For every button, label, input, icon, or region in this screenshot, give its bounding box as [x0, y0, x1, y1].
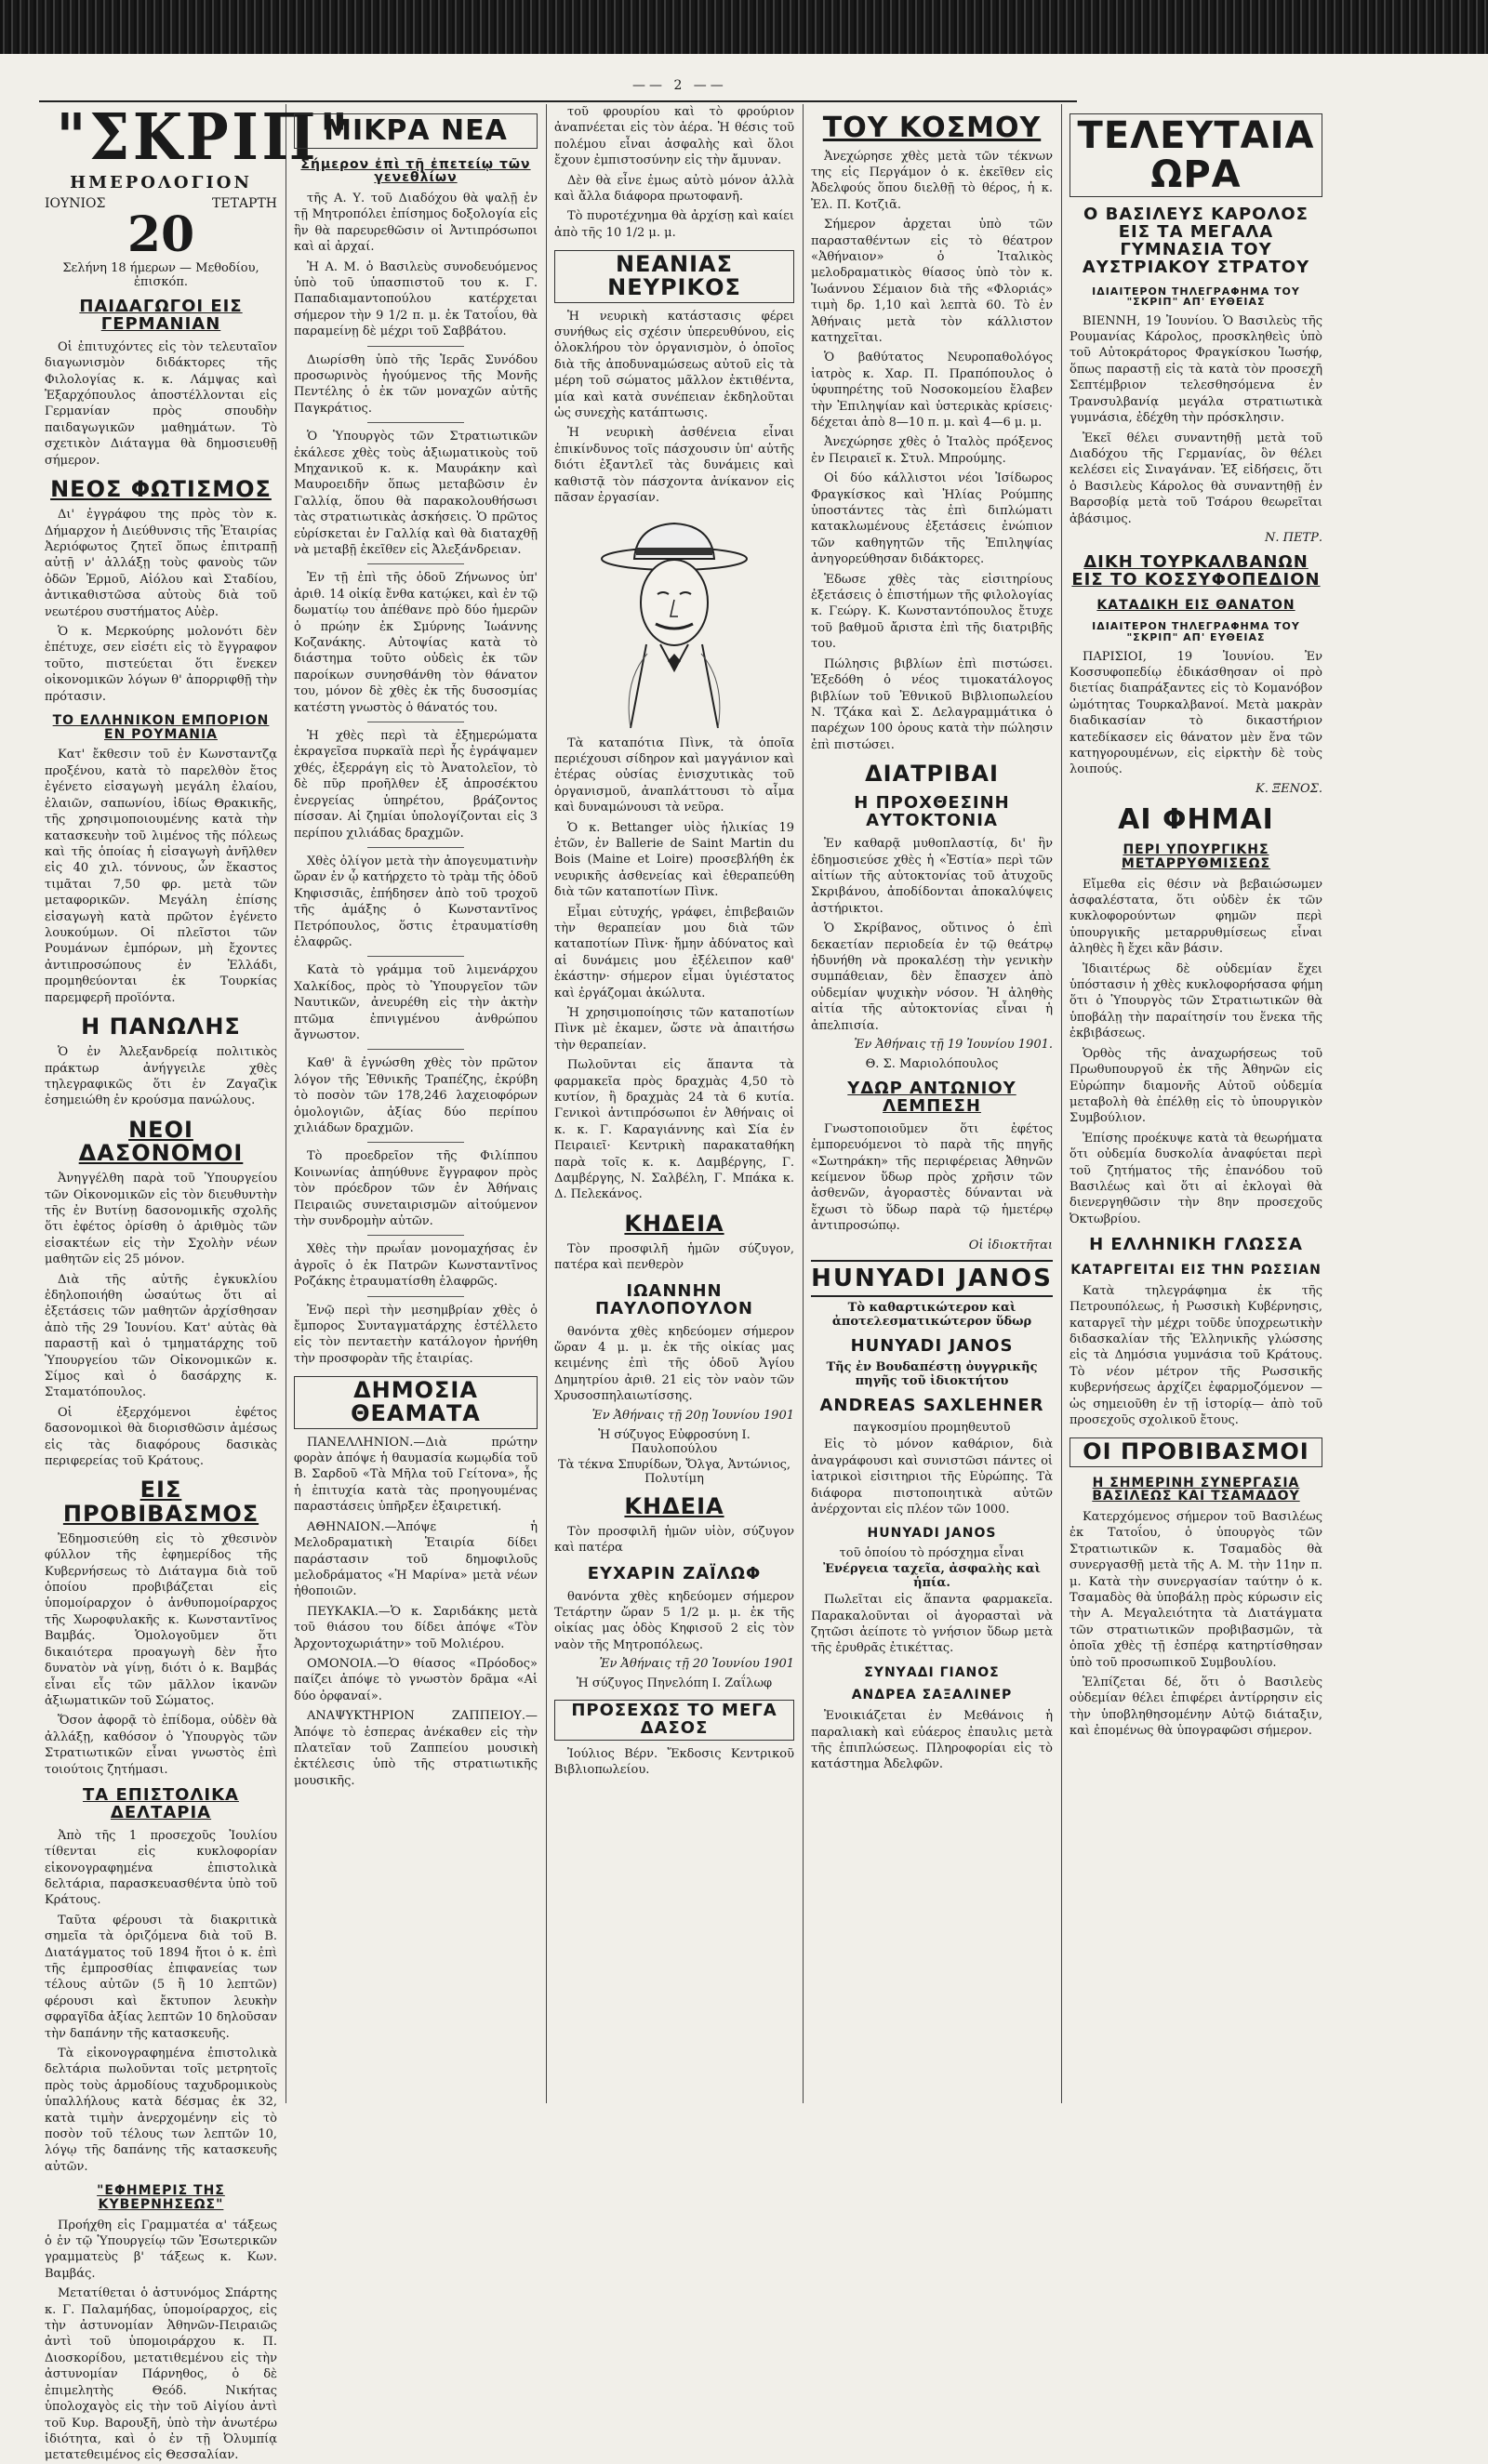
article-text: Ὁ βαθύτατος Νευροπαθολόγος ἰατρὸς κ. Χαρ. Π. Πραπόπουλος ὁ ὑφυπηρέτης τοῦ Νοσοκομείου ἔλαβεν τὴν Ἐπιληψίαν καὶ ὑστερικὰς κρίσεις· δέχεται ἀπὸ 8—10 π. μ. καὶ 4—6 μ. μ. [811, 351, 1053, 430]
article-text: Ἐλπίζεται δέ, ὅτι ὁ Βασιλεὺς οὐδεμίαν θέλει ἐπιφέρει ἀντίρρησιν εἰς τὴν ὑποβληθησομένην Αὐτῷ διάταξιν, καὶ ἐπομένως θὰ ὑπογραφῶσι σήμερον. [1070, 1676, 1322, 1739]
article-signature: Θ. Σ. Μαριολόπουλος [865, 1056, 999, 1071]
divider [367, 1296, 465, 1297]
divider [367, 346, 465, 347]
headline: "ΕΦΗΜΕΡΙΣ ΤΗΣ ΚΥΒΕΡΝΗΣΕΩΣ" [97, 2183, 225, 2212]
article-text: ΠΕΥΚΑΚΙΑ.—Ὁ κ. Σαριδάκης μετὰ τοῦ θιάσου του δίδει ἀπόψε «Τὸν Ἀρχοντοχωριάτην» τοῦ Μολιέρου. [294, 1604, 538, 1651]
article-signature: Κ. ΞΕΝΟΣ. [1256, 781, 1322, 796]
headline: ΑΙ ΦΗΜΑΙ [1118, 802, 1274, 836]
article-text: Δι' ἐγγράφου της πρὸς τὸν κ. Δήμαρχον ἡ Διεύθυνσις τῆς Ἑταιρίας Ἀεριόφωτος ζητεῖ ὅπως ἐπιτραπῇ αὐτῇ ν' ἀλλάξῃ τοὺς φανοὺς τῶν ὁδῶν Ἑρμοῦ, Αἰόλου καὶ Σταδίου, ἀντικαθιστῶσα αὐτοὺς διὰ τοῦ νεωτέρου συστήματος Αὐὲρ. [45, 508, 277, 619]
headline: ΚΗΔΕΙΑ [624, 1492, 724, 1519]
divider [367, 563, 465, 564]
headline: ΔΙΑΤΡΙΒΑΙ [865, 761, 999, 788]
article-text: Ἐκεῖ θέλει συναντηθῇ μετὰ τοῦ Διαδόχου τῆς Γερμανίας, ὃν θέλει κελέσει εἰς Σιναγάναν. Ἐξ εἰδήσεις, ὅτι ὁ Βασιλεὺς Κάρολος θὰ συναντηθῇ ἐν Βαρσοβίᾳ μετὰ τοῦ Τσάρου θεωρεῖται ἀβάσιμος. [1070, 431, 1322, 526]
article-text: Χθὲς τὴν πρωΐαν μονομαχήσας ἐν ἀγροῖς ὁ ἐκ Πατρῶν Κωνσταντῖνος Ροζάκης ἐτραυματίσθη ἐλαφρῶς. [294, 1242, 538, 1290]
day-number: 20 [126, 206, 195, 263]
divider [367, 956, 465, 957]
article-text: Τὰ καταπότια Πὶνκ, τὰ ὁποῖα περιέχουσι σίδηρον καὶ μαγγάνιον καὶ ἑτέρας οὐσίας ἐνισχυτικὰς τοῦ ὀργανισμοῦ, ἀναπλάττουσι τὸ αἷμα καὶ δυναμώνουσι τὰ νεῦρα. [554, 735, 794, 815]
notice-text: Τὸν προσφιλῆ ἡμῶν υἱὸν, σύζυγον καὶ πατέρα [554, 1524, 794, 1556]
subheadline: Η ΣΗΜΕΡΙΝΗ ΣΥΝΕΡΓΑΣΙΑ ΒΑΣΙΛΕΩΣ ΚΑΙ ΤΣΑΜΑΔΟΥ [1092, 1475, 1300, 1504]
column-3 [549, 104, 800, 2103]
ad-text: παγκοσμίου προμηθευτοῦ [853, 1421, 1011, 1436]
divider [367, 1235, 465, 1236]
article-text: Ἐπίσης προέκυψε κατὰ τὰ θεωρήματα ὅτι οὐδεμία δυσκολία ἀναφύεται περὶ τοῦ ζητήματος τῆς ἐπανόδου τοῦ Βασιλέως καὶ ὅτι αἱ ἐκλογαὶ θὰ διενεργηθῶσιν τὴν 8ην προσεχοῦς Ὀκτωβρίου. [1070, 1131, 1322, 1226]
article-text: Ἰδιαιτέρως δὲ οὐδεμίαν ἔχει ὑπόστασιν ἡ χθὲς κυκλοφορήσασα φήμη ὅτι ὁ Ὑπουργὸς τῶν Στρατιωτικῶν θὰ ὑποβάλῃ τὴν παραίτησίν του ἕνεκα τῆς ἐκβιβάσεως. [1070, 961, 1322, 1041]
calendar-heading: ΗΜΕΡΟΛΟΓΙΟΝ [70, 173, 252, 192]
article-text: Ὁ Σκρίβανος, οὕτινος ὁ ἐπὶ δεκαετίαν περιοδεία ἐν τῷ θεάτρῳ ἠδυνήθη νὰ προκαλέσῃ τὴν γενικὴν συμπάθειαν, δὲν ἔπασχεν ἀπὸ οὐδεμίαν ψυχικὴν νόσον. Ἡ ἀληθὴς αἰτία τῆς αὐτοκτονίας εἶναι ἡ ἀπελπισία. [811, 921, 1053, 1033]
column-5 [1064, 104, 1328, 2103]
article-text: Ἐδωσε χθὲς τὰς εἰσιτηρίους ἐξετάσεις ὁ ἐπιστήμων τῆς φιλολογίας κ. Γεώργ. Κ. Κωνσταντόπουλος ἔτυχε τοῦ βαθμοῦ ἄριστα ἐπὶ τῆς διατριβῆς του. [811, 572, 1053, 652]
article-text: ΑΝΑΨΥΚΤΗΡΙΟΝ ΖΑΠΠΕΙΟΥ.—Ἀπόψε τὸ ἑσπερας ἀνέκαθεν εἰς τὴν πλατεῖαν τοῦ Ζαππείου μουσικὴ ἐκτέλεσις ὑπὸ τῆς στρατιωτικῆς μουσικῆς. [294, 1709, 538, 1788]
article-text: Ἡ χρησιμοποίησις τῶν καταποτίων Πὶνκ μὲ ἐκαμεν, ὥστε νὰ ἀπαιτήσω τὴν θεραπείαν. [554, 1006, 794, 1053]
article-text: Διωρίσθη ὑπὸ τῆς Ἱερᾶς Συνόδου προσωρινὸς ἡγούμενος τῆς Μονῆς Πεντέλης ὁ ἐκ τῶν μοναχῶν αὐτῆς Παγκράτιος. [294, 352, 538, 416]
article-text: Ὁ κ. Bettanger υἱὸς ἡλικίας 19 ἐτῶν, ἐν Ballerie de Saint Martin du Bois (Maine et Loire) προσεβλήθη ἐκ νευρικῆς ἀσθενείας καὶ ἐθεραπεύθη διὰ τῶν καταποτίων Πὶνκ. [554, 820, 794, 900]
headline: ΠΑΙΔΑΓΩΓΟΙ ΕΙΣ ΓΕΡΜΑΝΙΑΝ [79, 297, 243, 334]
ad-name: ANDREAS SAXLEHNER [819, 1396, 1044, 1416]
headline: ΜΙΚΡΑ ΝΕΑ [294, 113, 538, 149]
column-1 [39, 100, 352, 2463]
divider [367, 847, 465, 848]
headline: Ο ΒΑΣΙΛΕΥΣ ΚΑΡΟΛΟΣ ΕΙΣ ΤΑ ΜΕΓΑΛΑ ΓΥΜΝΑΣΙΑ ΤΟΥ ΑΥΣΤΡΙΑΚΟΥ ΣΤΡΑΤΟΥ [1082, 205, 1310, 277]
column-rule [546, 104, 547, 2103]
masthead-title: "ΣΚΡΙΠ" [56, 100, 352, 175]
headline: Η ΠΡΟΧΘΕΣΙΝΗ ΑΥΤΟΚΤΟΝΙΑ [854, 793, 1010, 831]
article-text: Ἰούλιος Βέρν. Ἔκδοσις Κεντρικοῦ Βιβλιοπωλείου. [554, 1746, 794, 1778]
weekday-label: ΤΕΤΑΡΤΗ [212, 196, 277, 211]
headline: ΔΙΚΗ ΤΟΥΡΚΑΛΒΑΝΩΝ ΕΙΣ ΤΟ ΚΟΣΣΥΦΟΠΕΔΙΟΝ [1071, 551, 1321, 590]
column-4 [805, 104, 1058, 2103]
article-text: Ἀνεχώρησε χθὲς ὁ Ἰταλὸς πρόξενος ἐν Πειραιεῖ κ. Στυλ. Μπρούμης. [811, 435, 1053, 466]
article-text: Ἡ νευρικὴ ἀσθένεια εἶναι ἐπικίνδυνος τοῖς πάσχουσιν ὑπ' αὐτῆς διότι ἐξαντλεῖ τὰς δυνάμεις καὶ καθιστᾷ τὸν πάσχοντα ἀνίκανον εἰς πᾶσαν ἐργασίαν. [554, 426, 794, 506]
dispatch-credit: ΙΔΙΑΙΤΕΡΟΝ ΤΗΛΕΓΡΑΦΗΜΑ ΤΟΥ "ΣΚΡΙΠ" ΑΠ' ΕΥΘΕΙΑΣ [1092, 620, 1300, 643]
article-text: ΠΑΝΕΛΛΗΝΙΟΝ.—Διὰ πρώτην φορὰν ἀπόψε ἡ θαυμασία κωμῳδία τοῦ Β. Σαρδοῦ «Τὰ Μῆλα τοῦ Γείτονα», ἧς ἡ ἐπιτυχία κατὰ τὰς προηγουμένας παραστάσεις ὑπῆρξεν ἐξαιρετική. [294, 1435, 538, 1515]
deceased-name: ΙΩΑΝΝΗΝ ΠΑΥΛΟΠΟΥΛΟΝ [595, 1280, 753, 1318]
month-label: ΙΟΥΝΙΟΣ [45, 196, 106, 211]
article-date: Ἐν Ἀθήναις τῇ 19 Ἰουνίου 1901. [854, 1037, 1053, 1052]
subheadline: ΚΑΤΑΔΙΚΗ ΕΙΣ ΘΑΝΑΤΟΝ [1096, 597, 1295, 613]
article-text: Ἀπὸ τῆς 1 προσεχοῦς Ἰουλίου τίθενται εἰς κυκλοφορίαν εἰκονογραφημένα ἐπιστολικὰ δελτάρια, παρασκευασθέντα ὑπὸ τοῦ Κράτους. [45, 1828, 277, 1908]
dispatch-credit: ΙΔΙΑΙΤΕΡΟΝ ΤΗΛΕΓΡΑΦΗΜΑ ΤΟΥ "ΣΚΡΙΠ" ΑΠ' ΕΥΘΕΙΑΣ [1092, 285, 1300, 309]
article-text: Ὅσον ἀφορᾷ τὸ ἐπίδομα, οὐδὲν θὰ ἀλλάξῃ, καθόσον ὁ Ὑπουργὸς τῶν Στρατιωτικῶν εἶναι γνωστὸς ἐπὶ τοιούτοις ζητήμασι. [45, 1714, 277, 1777]
article-text: Ἐν τῇ ἐπὶ τῆς ὁδοῦ Ζήνωνος ὑπ' ἀριθ. 14 οἰκίᾳ ἔνθα κατῴκει, καὶ ἐν τῷ δωματίῳ του ἀπέθανε πρὸ δύο ἡμερῶν ὁ πρώην ἐκ Σμύρνης Ἰωάννης Κοζανάκης. Αὐτοψίας κατὰ τὸ διάστημα τοῦτο οὐδεὶς ἐκ τῶν παροίκων συνησθάνθη τὸν θάνατον του, μόνον δὲ χθὲς ἐκ τῆς δυσοσμίας κατέστη γνωστὸς ὁ θάνατός του. [294, 571, 538, 715]
divider [367, 422, 465, 423]
article-text: Τὸ προεδρεῖον τῆς Φιλίππου Κοινωνίας ἀπηύθυνε ἔγγραφον πρὸς τὸν πρόεδρον τῶν ἐν Ἀθήναις Πειραιῶς συνεταιρισμῶν αἰτούμενον τὴν συνδρομὴν αὐτῶν. [294, 1149, 538, 1229]
headline: ΟΙ ΠΡΟΒΙΒΑΣΜΟΙ [1070, 1437, 1322, 1466]
notice-signature: Ἡ σύζυγος Πηνελόπη Ι. Ζαΐλωφ [576, 1676, 773, 1691]
divider [367, 1049, 465, 1050]
article-text: Ὁ ἐν Ἀλεξανδρείᾳ πολιτικὸς πράκτωρ ἀνήγγειλε χθὲς τηλεγραφικῶς ὅτι ἐν Ζαγαζὶκ ἐσημειώθη ἐν κρούσμα πανώλους. [45, 1045, 277, 1108]
ad-brand: HUNYADI JANOS [811, 1260, 1053, 1297]
headline: ΥΔΩΡ ΑΝΤΩΝΙΟΥ ΛΕΜΠΕΣΗ [847, 1078, 1016, 1116]
article-text: Προήχθη εἰς Γραμματέα α' τάξεως ὁ ἐν τῷ Ὑπουργείῳ τῶν Ἐσωτερικῶν γραμματεὺς β' τάξεως κ. Κων. Βαμβάς. [45, 2218, 277, 2281]
article-text: Διὰ τῆς αὐτῆς ἐγκυκλίου ἐδηλοποιήθη ὡσαύτως ὅτι αἱ ἐξετάσεις τῶν μαθητῶν ἀρχίσθησαν ἀπὸ τῆς 29 Ἰουνίου. Κατ' αὐτὰς θὰ παραστῇ καὶ ὁ τμηματάρχης τοῦ Ὑπουργείου τῶν Οἰκονομικῶν κ. Σίμος καὶ ὁ δασάρχης κ. Σταματόπουλος. [45, 1272, 277, 1400]
headline: ΕΙΣ ΠΡΟΒΙΒΑΣΜΟΣ [62, 1477, 259, 1527]
ad-text: τοῦ ὁποίου τὸ πρόσχημα εἶναι [839, 1546, 1025, 1561]
deceased-name: ΕΥΧΑΡΙΝ ΖΑΪΛΩΦ [587, 1563, 762, 1583]
headline: ΔΗΜΟΣΙΑ ΘΕΑΜΑΤΑ [294, 1376, 538, 1428]
article-text: Ὁρθὸς τῆς ἀναχωρήσεως τοῦ Πρωθυπουργοῦ ἐκ τῆς Ἀθηνῶν εἰς Εὐρώπην διαμονῆς Αὐτοῦ οὐδεμία μεταβολὴ θὰ ἐπέλθῃ εἰς τὸ ὑπουργικὸν Συμβούλιον. [1070, 1046, 1322, 1126]
moon-line: Σελήνη 18 ήμερων — Μεθοδίου, ἐπισκόπ. [62, 261, 259, 289]
article-text: Ὁ Ὑπουργὸς τῶν Στρατιωτικῶν ἐκάλεσε χθὲς τοὺς ἀξιωματικοὺς τοῦ Μηχανικοῦ κ. κ. Μαυράκην καὶ Μαυροειδῆν ὅπως μεταβῶσιν ἐν Γαλλίᾳ, ὅπου θὰ παρακολουθήσωσι τὰς στρατιωτικὰς ἀσκήσεις. Ὁ πρῶτος εὑρίσκεται ἐν Γαλλίᾳ καὶ θὰ διαταχθῇ νὰ μεταβῇ ἐκεῖθεν εἰς Ἀλεξάνδρειαν. [294, 430, 538, 557]
article-text: Πωλοῦνται εἰς ἅπαντα τὰ φαρμακεῖα πρὸς δραχμὰς 4,50 τὸ κυτίον, ἢ δραχμὰς 24 τὰ 6 κυτία. Γενικοὶ ἀντιπρόσωποι ἐν Ἀθήναις οἱ κ. κ. Γ. Καραγιάννης καὶ Σία ἐν Πειραιεῖ· Κεντρικὴ παρακαταθήκη παρὰ τοῖς κ. κ. Δαμβέργης, Γ. Δαμβέργης, Ν. Σαλβέλη, Γ. Μπάκα κ. Δ. Πελεκάνος. [554, 1058, 794, 1202]
article-text: Ἀνηγγέλθη παρὰ τοῦ Ὑπουργείου τῶν Οἰκονομικῶν εἰς τὸν διευθυντὴν τῆς ἐν Βυτίνῃ δασονομικῆς σχολῆς ὅτι ἐφέτος ὁρίσθη ὁ ἀριθμὸς τῶν εἰσακτέων εἰς τὴν Σχολὴν νέων μαθητῶν εἰς 25 μόνον. [45, 1172, 277, 1267]
notice-date: Ἐν Ἀθήναις τῇ 20 Ἰουνίου 1901 [599, 1657, 794, 1672]
notice-text: θανόντα χθὲς κηδεύομεν σήμερον Τετάρτην ὥραν 5 1/2 μ. μ. ἐκ τῆς οἰκίας μας ὁδὸς Κηφισοῦ 2 εἰς τὸν ναὸν τῆς Μητροπόλεως. [554, 1589, 794, 1652]
headline: Η ΕΛΛΗΝΙΚΗ ΓΛΩΣΣΑ [1089, 1235, 1303, 1255]
article-text: Ἀνεχώρησε χθὲς μετὰ τῶν τέκνων της εἰς Περγάμον ὁ κ. ἐκεῖθεν εἰς Ἀδελφούς ὅπου διελθῇ τὸ θέρος, ἡ κ. Ἐλ. Π. Κοτζιᾶ. [811, 149, 1053, 212]
headline: ΝΕΑΝΙΑΣ ΝΕΥΡΙΚΟΣ [554, 250, 794, 302]
ad-text: Ἐνέργεια ταχεῖα, ἀσφαλὴς καὶ ἡπία. [823, 1562, 1041, 1591]
article-text: Ἐδημοσιεύθη εἰς τὸ χθεσινὸν φύλλον τῆς ἐφημερίδος τῆς Κυβερνήσεως τὸ Διάταγμα διὰ τοῦ ὁποίου προβιβάζεται εἰς ὑπομοίραρχον ὁ ἀνθυπομοίραρχος τῆς Χωροφυλακῆς κ. Κωνσταντῖνος Βαμβάς. Ὁμολογοῦμεν ὅτι δικαιότερα προαγωγὴ δὲν ἦτο δυνατὸν νὰ γίνῃ, διότι ὁ κ. Βαμβάς εἶναι εἷς τῶν μᾶλλον ἱκανῶν ἀξιωματικῶν τοῦ Σώματος. [45, 1531, 277, 1708]
article-text: Ὁ κ. Μερκούρης μολονότι δὲν ἐπέτυχε, σεν εἰσέτι εἰς τὸ ἔγγραφον τοῦτο, πιστεύεται ὅτι ἕνεκεν οἰκονομικῶν λόγων θ' ἀπορριφθῇ τὴν πρότασιν. [45, 625, 277, 704]
article-text: Σήμερον ἀρχεται ὑπὸ τῶν παρασταθέντων εἰς τὸ θέατρον «Ἀθήναιον» ὁ Ἰταλικὸς μελοδραματικὸς θίασος ὑπὸ τὸν κ. Ἰωάννου Σέμαιον διὰ τῆς «Φλοριάς» τιμὴ δρ. 1,10 καὶ λεπτὰ 60. Τὸ ἐν Ἀθήναις μετὰ τὸν κάλλιστον κατηχεῖται. [811, 218, 1053, 345]
article-text: Οἱ ἐξερχόμενοι ἐφέτος δασονομικοὶ θὰ διορισθῶσιν ἀμέσως εἰς τὰς διαφόρους δασικὰς περιφερείας τοῦ Κράτους. [45, 1405, 277, 1469]
article-signature: Ν. ΠΕΤΡ. [1264, 530, 1322, 545]
article-text: Ταῦτα φέρουσι τὰ διακριτικὰ σημεῖα τὰ ὁριζόμενα διὰ τοῦ Β. Διατάγματος τοῦ 1894 ἤτοι ὁ κ. ἐπὶ τῆς ἐμπροσθίας ἐπιφανείας των τέλους αὐτῶν (5 ἢ 10 λεπτῶν) φέρουσι καὶ ἔκτυπον λευκὴν σφραγῖδα ἀξίας λεπτῶν 10 δηλοῦσαν τὴν δαπάνην τῆς κατασκευῆς. [45, 1913, 277, 2041]
headline: ΤΟΥ ΚΟΣΜΟΥ [822, 112, 1042, 144]
divider [367, 1142, 465, 1143]
article-text: Ἐνῷ περὶ τὴν μεσημβρίαν χθὲς ὁ ἔμπορος Συνταγματάρχης ἐστέλλετο εἰς τὸν πενταετὴν κατάλογον ἠρνήθη τὴν προσφορὰν τῆς ἑταιρίας. [294, 1303, 538, 1366]
subheadline: ΚΑΤΑΡΓΕΙΤΑΙ ΕΙΣ ΤΗΝ ΡΩΣΣΙΑΝ [1070, 1263, 1322, 1278]
ad-brand: HUNYADI JANOS [850, 1335, 1014, 1356]
article-text: Χθὲς ὀλίγον μετὰ τὴν ἀπογευματινὴν ὥραν ἐν ᾧ κατήρχετο τὸ τρὰμ τῆς ὁδοῦ Κηφισσιᾶς, ἐπήδησεν ἀπὸ τοῦ τροχοῦ τῆς ἁμάξης ὁ Κωνσταντῖνος Πετρόπουλος, ὅστις ἐτραυματίσθη ἐλαφρῶς. [294, 854, 538, 949]
page-number: —— 2 —— [632, 78, 727, 93]
ad-text: Τὸ καθαρτικώτερον καὶ ἀποτελεσματικώτερον ὕδωρ [831, 1300, 1032, 1329]
article-text: Ἐν καθαρᾷ μυθοπλαστίᾳ, δι' ἣν ἐδημοσιεύσε χθὲς ἡ «Ἑστία» περὶ τῶν αἰτίων τῆς αὐτοκτονίας τοῦ ἀτυχοῦς Σκριβάνου, ἀποδίδονται ἀποκαλύψεις ἀστήρικτοι. [811, 837, 1053, 916]
headline: ΤΕΛΕΥΤΑΙΑ ΩΡΑ [1070, 113, 1322, 197]
headline: ΚΗΔΕΙΑ [624, 1210, 724, 1237]
ad-text: Εἰς τὸ μόνον καθάριον, διὰ ἀναγράφουσι καὶ συνιστῶσι πάντες οἱ ἰατρικοὶ εἰσιτηριοι τῆς Εὐρώπης. Τὰ διάφορα πιστοποιητικὰ αὐτῶν ἀνέρχονται εἰς πλέον τῶν 1000. [811, 1437, 1053, 1517]
headline: ΝΕΟΣ ΦΩΤΙΣΜΟΣ [50, 476, 272, 503]
ad-text: Γνωστοποιοῦμεν ὅτι ἐφέτος ἐμπορευόμενοι τὸ παρὰ τῆς πηγῆς «Σωτηράκη» τῆς περιφέρειας Ἀθηνῶν κείμενον ὕδωρ πρὸς χρῆσιν τῶν ἀσθενῶν, ἀγοραστὲς δύνανται νὰ ἔχωσι τὸ ὕδωρ παρὰ τῷ ἡμετέρῳ ἀντιπροσώπῳ. [811, 1121, 1053, 1234]
article-text: Κατὰ τὸ γράμμα τοῦ λιμενάρχου Χαλκίδος, πρὸς τὸ Ὑπουργεῖον τῶν Ναυτικῶν, ἀνευρέθη εἰς τὴν ἀκτὴν πτῶμα ἐπνιγμένου ἀνθρώπου ἄγνωστον. [294, 963, 538, 1042]
notice-date: Ἐν Ἀθήναις τῇ 20ῃ Ἰουνίου 1901 [591, 1408, 794, 1423]
ad-text: Πωλεῖται εἰς ἅπαντα φαρμακεῖα. Παρακαλοῦνται οἱ ἀγορασταὶ νὰ ζητῶσι ἀείποτε τὸ γνήσιον ὕδωρ μετὰ τῆς ἐρυθρᾶς ἐτικέττας. [811, 1593, 1053, 1656]
article-text: Ἡ νευρικὴ κατάστασις φέρει συνήθως εἰς σχέσιν ὑπερευθύνου, εἰς ὀλοκλήρου τὸν ὀργανισμὸν, ὁ ὁποῖος διὰ τῆς ἀποδυναμώσεως αὐτοῦ εἰς τὰ μέρη τοῦ σώματος μᾶλλον ἐκτιθέντα, μία καὶ κατὰ συνέπειαν ἐκδηλοῦται ὡς συνεχὴς κατάπτωσις. [554, 309, 794, 421]
article-text: ΑΘΗΝΑΙΟΝ.—Ἀπόψε ἡ Μελοδραματικὴ Ἑταιρία δίδει παράστασιν τοῦ δημοφιλοῦς μελοδράματος «Ἡ Μαρίνα» μετὰ νέων ἠθοποιῶν. [294, 1519, 538, 1599]
headline: Η ΠΑΝΩΛΗΣ [81, 1013, 241, 1040]
notice-text: Τὸν προσφιλῆ ἡμῶν σύζυγον, πατέρα καὶ πενθερὸν [554, 1242, 794, 1273]
notice-text: θανόντα χθὲς κηδεύομεν σήμερον ὥραν 4 μ. μ. ἐκ τῆς οἰκίας μας κειμένης ἐπὶ τῆς ὁδοῦ Ἀγίου Δημητρίου ἀριθ. 21 εἰς τὸν ναὸν τῶν Χρυσοσπηλαιωτίσσης. [554, 1324, 794, 1404]
article-text: Κατερχόμενος σήμερον τοῦ Βασιλέως ἐκ Τατοΐου, ὁ ὑπουργὸς τῶν Στρατιωτικῶν κ. Τσαμαδὸς θὰ συνεργασθῇ μετὰ τῆς Α. Μ. τὴν 11ην π. μ. Κατὰ τὴν συνεργασίαν ταύτην ὁ κ. Τσαμαδὸς θὰ ὑποβάλῃ πρὸς κύρωσιν εἰς τὴν Α. Μεγαλειότητα τὰ Διατάγματα τῶν στρατιωτικῶν προβιβασμῶν, τὰ ὁποῖα χθὲς τῇ ἐσπέρᾳ κατηρτίσθησαν ὑπὸ τοῦ προσωπικοῦ Συμβουλίου. [1070, 1509, 1322, 1670]
article-text: Εἶμαι εὐτυχής, γράφει, ἐπιβεβαιῶν τὴν θεραπείαν μου διὰ τῶν καταποτίων Πὶνκ· ἤμην ἀδύνατος καὶ αἱ δυνάμεις μου ἐξέλειπον καθ' ἑκάστην· σήμερον εἶμαι ὑγιέστατος καὶ ἐργάζομαι ἀκώλυτα. [554, 905, 794, 1000]
article-text: ΟΜΟΝΟΙΑ.—Ὁ θίασος «Πρόοδος» παίζει ἀπόψε τὸ γνωστὸν δρᾶμα «Αἱ δύο ὀρφαναί». [294, 1656, 538, 1703]
article-text: τοῦ φρουρίου καὶ τὸ φρούριον ἀναπνέεται εἰς τὸν ἀέρα. Ἡ θέσις τοῦ πολέμου εἶναι ἀσφαλὴς καὶ ὅλοι ἔχουν ἐμπιστοσύνην εἰς τὴν ἄμυναν. [554, 105, 794, 168]
subheadline: ΠΕΡΙ ΥΠΟΥΡΓΙΚΗΣ ΜΕΤΑΡΡΥΘΜΙΣΕΩΣ [1121, 842, 1271, 871]
ad-text: Ἐνοικιάζεται ἐν Μεθάνοις ἡ παραλιακὴ καὶ εὐάερος ἐπαυλις μετὰ τῆς ἐπιπλώσεως. Πληροφορίαι εἰς τὸ κατάστημα Ἀδελφῶν. [811, 1709, 1053, 1772]
headline: ΤΑ ΕΠΙΣΤΟΛΙΚΑ ΔΕΛΤΑΡΙΑ [83, 1784, 239, 1822]
subheadline: Σήμερον ἐπὶ τῇ ἐπετείῳ τῶν γενεθλίων [300, 156, 531, 186]
top-scan-band [0, 0, 1488, 54]
article-text: Μετατίθεται ὁ ἀστυνόμος Σπάρτης κ. Γ. Παλαμήδας, ὑπομοίραρχος, εἰς τὴν ἀστυνομίαν Ἀθηνῶν-Πειραιῶς ἀντὶ τοῦ ὑπομοιράρχου κ. Π. Διοσκορίδου, μετατιθεμένου εἰς τὴν ἀστυνομίαν Πάρνηθος, ὁ δὲ ἐπιμελητὴς Θεόδ. Νικήτας ὑπολοχαγὸς εἰς τὴν τοῦ Αἰγίου ἀντὶ τοῦ Κυρ. Βαρουξῆ, ὑπὸ τὴν ἀνωτέρω ἰδιότητα, καὶ ὁ ἐν τῇ Ὀλυμπίᾳ μετατεθειμένος εἰς Θεσσαλίαν. [45, 2286, 277, 2463]
ad-brand: HUNYADI JANOS [867, 1526, 997, 1542]
column-rule [803, 104, 804, 2103]
article-text: Εἴμεθα εἰς θέσιν νὰ βεβαιώσωμεν ἀσφαλέστατα, ὅτι οὐδὲν ἐκ τῶν κυκλοφορούντων φημῶν περὶ ὑπουργικῆς μεταρρυθμίσεως εἶναι ἀληθὲς ἢ ἔχει κἂν βάσιν. [1070, 877, 1322, 957]
article-text: Πώλησις βιβλίων ἐπὶ πιστώσει. Ἐξεδόθη ὁ νέος τιμοκατάλογος βιβλίων τοῦ Ἐθνικοῦ Βιβλιοπωλείου Ν. Τζάκα καὶ Σ. Δελαγραμμάτικα ὁ παρέχων 100 ὁρους κατὰ τὴν πώλησιν ἐπὶ πιστώσει. [811, 656, 1053, 752]
article-text: ΒΙΕΝΝΗ, 19 Ἰουνίου. Ὁ Βασιλεὺς τῆς Ρουμανίας Κάρολος, προσκληθεὶς ὑπὸ τοῦ Αὐτοκράτορος Φραγκίσκου Ἰωσήφ, ὅπως παραστῇ εἰς τὰ κατὰ τὸν προσεχῆ Σεπτέμβριον τελεσθησόμενα ἐν Τρανσυλβανίᾳ μεγάλα στρατιωτικὰ γυμνάσια, ἐδέχθη τὴν πρόσκλησιν. [1070, 313, 1322, 426]
notice-signature: Τὰ τέκνα Σπυρίδων, Ὄλγα, Ἀντώνιος, Πολυτίμη [558, 1457, 790, 1486]
article-text: Δὲν θὰ εἶνε ἐμως αὐτὸ μόνον ἀλλὰ καὶ ἄλλα διάφορα πρωτοφανῆ. [554, 173, 794, 205]
article-text: ΠΑΡΙΣΙΟΙ, 19 Ἰουνίου. Ἐν Κοσσυφοπεδίῳ ἐδικάσθησαν οἱ πρὸ διετίας διαπράξαντες εἰς τὸ Κομανόβον ὠμότητας Τουρκαλβανοί. Μετὰ μακρὰν διαδικασίαν τὸ δικαστήριον κατεδίκασεν εἰς θάνατον μὲν ἕνα τῶν κατηγορουμένων, εἰς εἱρκτὴν δὲ τοὺς λοιπούς. [1070, 649, 1322, 777]
article-text: τῆς Α. Υ. τοῦ Διαδόχου θὰ ψαλῇ ἐν τῇ Μητροπόλει ἐπίσημος δοξολογία εἰς ἣν θὰ παρευρεθῶσιν οἱ Ἀντιπρόσωποι καὶ αἱ ἀρχαί. [294, 191, 538, 255]
headline: ΝΕΟΙ ΔΑΣΟΝΟΜΟΙ [78, 1116, 244, 1166]
ad-brand: ΣΥΝΥΑΔΙ ΓΙΑΝΟΣ [864, 1664, 1000, 1680]
article-text: Οἱ δύο κάλλιστοι νέοι Ἰσίδωρος Φραγκίσκος καὶ Ἠλίας Ρούμπης ὑποστάντες τὰς ἐπὶ διπλώματι κατακλωμένους ἐξετάσεις ἐνώπιον τῶν καθηγητῶν τῆς Ἐπιληψίας ἀνηγορεύθησαν διδάκτορες. [811, 471, 1053, 567]
notice-signature: Ἡ σύζυγος Εὐφροσύνη Ι. Παυλοπούλου [598, 1427, 751, 1456]
article-text: Τὸ πυροτέχνημα θὰ ἀρχίσῃ καὶ καίει ἀπὸ τῆς 10 1/2 μ. μ. [554, 209, 794, 240]
headline: ΠΡΟΣΕΧΩΣ ΤΟ ΜΕΓΑ ΔΑΣΟΣ [554, 1700, 794, 1741]
column-rule [1061, 104, 1062, 2103]
article-text: Τὰ εἰκονογραφημένα ἐπιστολικὰ δελτάρια πωλοῦνται τοῖς μετρητοῖς πρὸς τοὺς ἁρμοδίους ταχυδρομικοὺς ὑπαλλήλους κατὰ δέσμας ἐκ 32, κατὰ τιμὴν ἀνερχομένην εἰς τὸ ποσὸν τοῦ τέλους των λεπτῶν 10, λόγῳ τῆς δαπάνης τῆς κατασκευῆς αὐτῶν. [45, 2047, 277, 2174]
article-text: Ἡ Α. Μ. ὁ Βασιλεὺς συνοδευόμενος ὑπὸ τοῦ ὑπασπιστοῦ του κ. Γ. Παπαδιαμαντοπούλου κατέρχεται σήμερον τὴν 9 1/2 π. μ. ἐκ Τατοΐου, θὰ παραμείνῃ δὲ μέχρι τοῦ Σαββάτου. [294, 259, 538, 339]
ad-name: ΑΝΔΡΕΑ ΣΑΞΑΛΙΝΕΡ [851, 1688, 1013, 1703]
article-text: Κατὰ τηλεγράφημα ἐκ τῆς Πετρουπόλεως, ἡ Ρωσσικὴ Κυβέρνησις, καταργεῖ τὴν μέχρι τοῦδε ὑποχρεωτικὴν διδασκαλίαν τῆς Ἑλληνικῆς γλώσσης εἰς τὰ Δημόσια γυμνάσια τοῦ Κράτους. Τὸ νέον μέτρον τῆς Ρωσσικῆς κυβερνήσεως ἀρχίζει ἐφαρμοζόμενον —ὡς σημειοῦθη ἐν τῇ ἱστορίᾳ— ἀπὸ τοῦ προσεχοῦς σχολικοῦ ἔτους. [1070, 1283, 1322, 1427]
column-2 [288, 104, 543, 2103]
ad-text: Τῆς ἐν Βουδαπέστῃ ὀυγγρικῆς πηγῆς τοῦ ἰδιοκτήτου [826, 1360, 1038, 1389]
article-text: Οἱ ἐπιτυχόντες εἰς τὸν τελευταῖον διαγωνισμὸν διδάκτορες τῆς Φιλολογίας κ. κ. Λάμψας καὶ Ἐξαρχόπουλος ἀποστέλλονται εἰς Γερμανίαν πρὸς σπουδὴν παιδαγωγικῶν μαθημάτων. Τὸ σχετικὸν Διάταγμα θὰ δημοσιευθῇ σήμερον. [45, 339, 277, 468]
portrait-illustration [586, 514, 763, 728]
article-text: Κατ' ἔκθεσιν τοῦ ἐν Κωνσταντζᾳ προξένου, κατὰ τὸ παρελθὸν ἔτος ἐγένετο εἰσαγωγὴ μεγάλη ἐλαίου, ἐλαιῶν, σαπωνίου, ἰδίως Θρακικῆς, τῆς χρησιμοποιουμένης κατὰ τὴν κατασκευὴν τοῦ λιμένος τῆς πόλεως καὶ τῆς ὁποίας ἡ εἰσαγωγὴ ἀνῆλθεν εἰς 40 χιλ. τόννους, ὧν ἕκαστος τιμᾶται 7,50 φρ. μετὰ τῶν μεταφορικῶν. Μεγάλη ἐπίσης εἰσαγωγὴ κατὰ πρῶτον ἐγένετο λουκούμων. Οἱ πλεῖστοι τῶν Ρουμάνων ἐμπόρων, μὴ ἔχοντες ἀντιπροσώπους ἐν Ἑλλάδι, προμηθεύονται ἐκ Τουρκίας παρεμφερῆ προϊόντα. [45, 748, 277, 1005]
article-text: Ἡ χθὲς περὶ τὰ ἐξημερώματα ἐκραγεῖσα πυρκαϊὰ περὶ ἧς ἐγράψαμεν χθές, ἐξερράγη εἰς τὸ Ἀνατολεῖον, τὸ δὲ πῦρ προῆλθεν ἐξ ἀπροσέκτου ἐνεργείας ὑπηρέτου, βράζοντος πίσσαν. Αἱ ζημίαι ὑπολογίζονται εἰς 3 περίπου χιλιάδας δραχμῶν. [294, 729, 538, 841]
article-text: Καθ' ἃ ἐγνώσθη χθὲς τὸν πρῶτον λόγον τῆς Ἐθνικῆς Τραπέζης, ἐκρύβη τὸ ποσὸν τῶν 178,246 λαχειοφόρων ὁμολογιῶν, ἀξίας δύο περίπου χιλιάδων δραχμῶν. [294, 1056, 538, 1135]
headline: ΤΟ ΕΛΛΗΝΙΚΟΝ ΕΜΠΟΡΙΟΝ ΕΝ ΡΟΥΜΑΝΙΑ [52, 713, 270, 742]
ad-signature: Οἱ ἰδιοκτῆται [968, 1238, 1053, 1252]
